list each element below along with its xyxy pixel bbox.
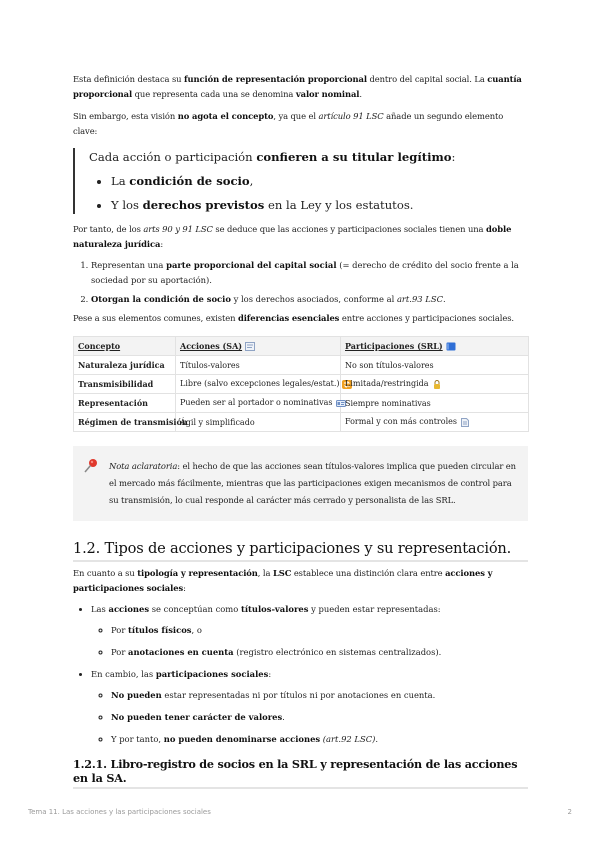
sub-list-item: ◦ No pueden estar representadas ni por títulos ni por anotaciones en cuenta. <box>111 688 528 703</box>
table-header: Concepto <box>74 337 176 356</box>
quote-item: • La condición de socio, <box>111 172 528 190</box>
section-heading-1-2: 1.2. Tipos de acciones y participaciones y su representación. <box>73 538 528 562</box>
sub-list-item: ◦ Por anotaciones en cuenta (registro electrónico en sistemas centralizados). <box>111 645 528 660</box>
sub-list-item: ◦ Y por tanto, no pueden denominarse acciones (art.92 LSC). <box>111 732 528 747</box>
page-content <box>73 0 528 789</box>
quote-item: • Y los derechos previstos en la Ley y los estatutos. <box>111 196 528 214</box>
list-item: • Las acciones se conceptúan como títulos-valores y pueden estar representadas: ◦ Por títulos físicos, o ◦ Por anotaciones en cuenta (registro electrónico en sistemas centralizados). <box>91 602 528 660</box>
footer-title: Tema 11. Las acciones y las participaciones sociales <box>28 808 211 816</box>
page-number: 2 <box>567 808 572 816</box>
list-item: 1. Representan una parte proporcional del capital social (= derecho de crédito del socio frente a la sociedad por su aportación). <box>91 258 528 288</box>
pushpin-icon <box>83 458 99 474</box>
page-footer <box>28 808 572 816</box>
sub-list-item: ◦ No pueden tener carácter de valores. <box>111 710 528 725</box>
table-row: Régimen de transmisión Ágil y simplificado Formal y con más controles <box>74 413 529 432</box>
document-icon <box>460 418 470 427</box>
table-header-row <box>74 337 529 356</box>
quote-intro: Cada acción o participación confieren a su titular legítimo: <box>89 150 456 164</box>
table-row: Representación Pueden ser al portador o nominativas Siempre nominativas <box>74 394 529 413</box>
list-item: • En cambio, las participaciones sociales: ◦ No pueden estar representadas ni por títulos ni por anotaciones en cuenta. ◦ No pueden tener carácter de valores. ◦ Y por tanto, no pueden denominarse acciones (art.92 LSC). <box>91 667 528 747</box>
paragraph-definition: Esta definición destaca su función de representación proporcional dentro del capital social. La cuantía proporcional que representa cada una se denomina valor nominal. <box>73 74 522 99</box>
callout-note <box>73 446 528 521</box>
book-icon <box>446 342 456 351</box>
table-header: Participaciones (SRL) <box>341 337 529 356</box>
lock-icon <box>432 380 442 389</box>
comparison-table <box>73 336 529 432</box>
table-row: Transmisibilidad Libre (salvo excepciones legales/estat.) Limitada/restringida <box>74 375 529 394</box>
paragraph-por-tanto: Por tanto, de los arts 90 y 91 LSC se deduce que las acciones y participaciones sociales tienen una doble naturaleza jurídica: <box>73 224 512 249</box>
paragraph-sin-embargo: Sin embargo, esta visión no agota el concepto, ya que el artículo 91 LSC añade un segundo elemento clave: <box>73 111 504 136</box>
memo-icon <box>245 342 255 351</box>
paragraph-diferencias: Pese a sus elementos comunes, existen diferencias esenciales entre acciones y participaciones sociales. <box>73 313 514 323</box>
callout-text: Nota aclaratoria: el hecho de que las acciones sean títulos-valores implica que pueden circular en el mercado más fácilmente, mientras que las participaciones exigen mecanismos de control para su transmisión, lo cual responde al carácter más cerrado y personalista de las SRL. <box>109 461 516 505</box>
paragraph-tipologia: En cuanto a su tipología y representación, la LSC establece una distinción clara entre acciones y participaciones sociales: <box>73 568 493 593</box>
numbered-list <box>73 258 528 307</box>
table-row: Naturaleza jurídica Títulos-valores No son títulos-valores <box>74 356 529 375</box>
table-header: Acciones (SA) <box>176 337 341 356</box>
blockquote <box>73 148 528 214</box>
section-heading-1-2-1: 1.2.1. Libro-registro de socios en la SRL y representación de las acciones en la SA. <box>73 755 528 789</box>
list-item: 2. Otorgan la condición de socio y los derechos asociados, conforme al art.93 LSC. <box>91 292 528 307</box>
sub-list-item: ◦ Por títulos físicos, o <box>111 623 528 638</box>
bullet-list <box>73 602 528 747</box>
